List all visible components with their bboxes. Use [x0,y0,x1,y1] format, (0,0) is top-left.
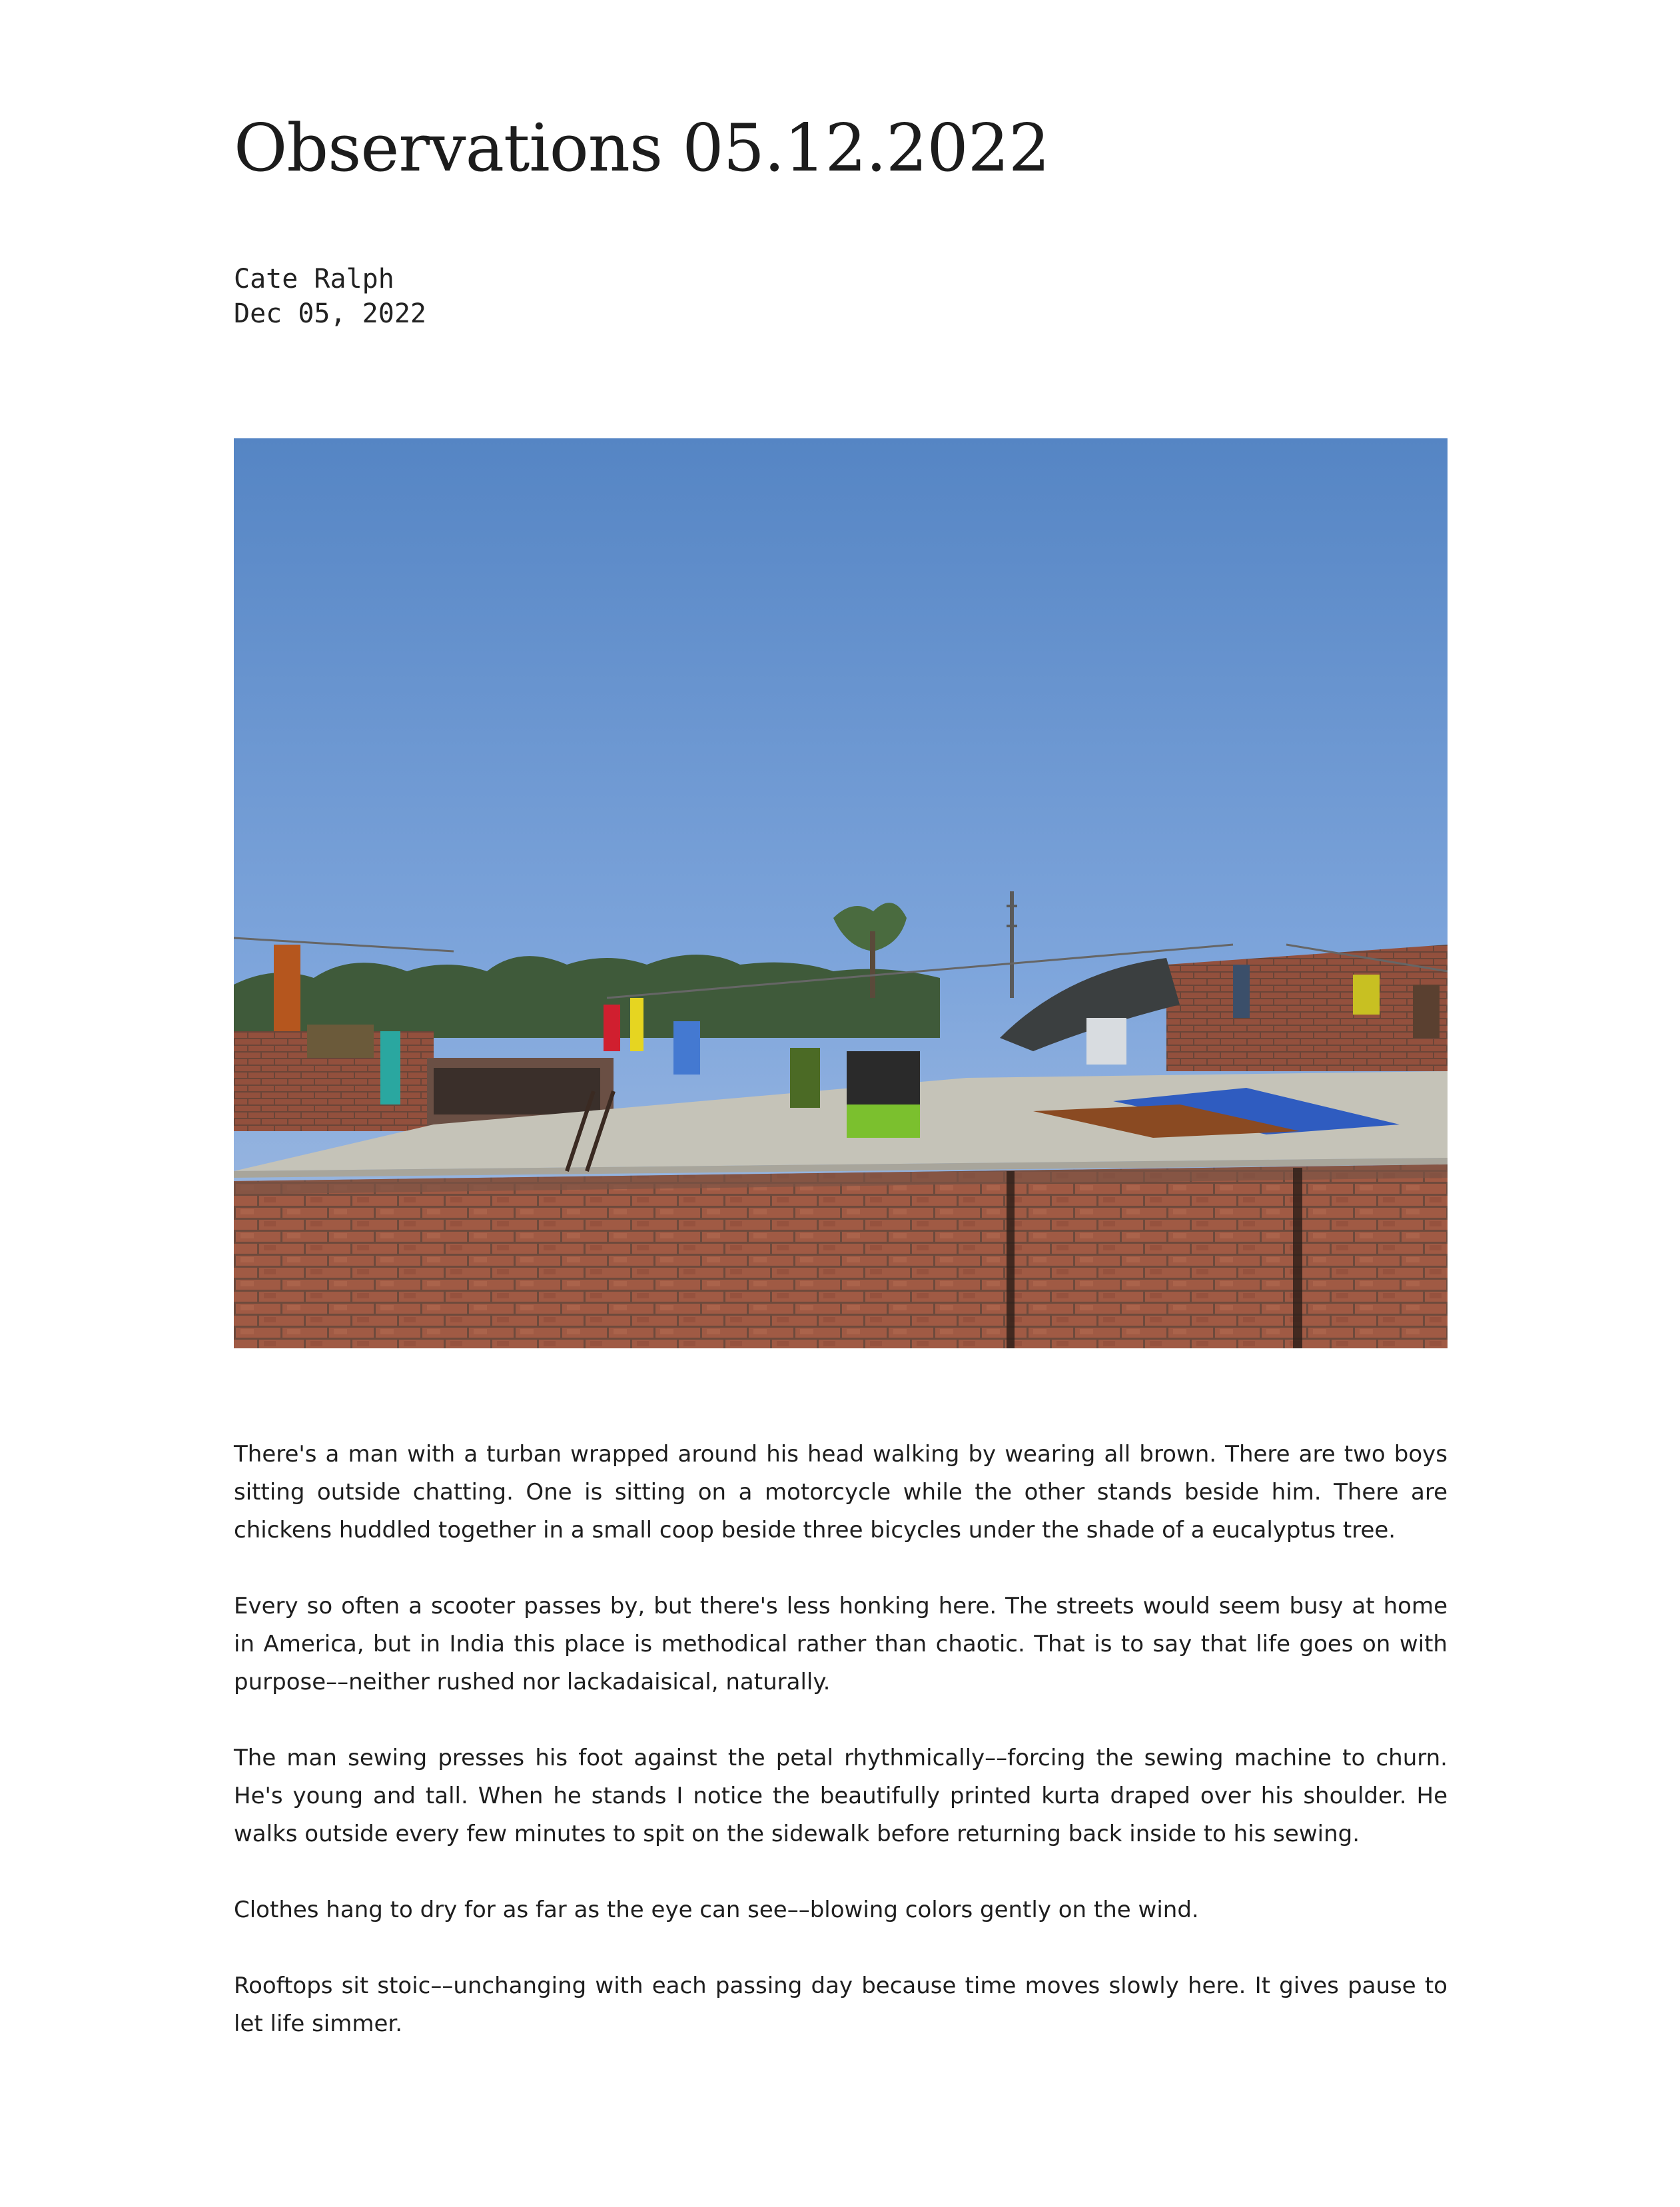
paragraph: Rooftops sit stoic––unchanging with each passing day because time moves slowly here. It gives pause to let life simmer. [234,1973,1448,2037]
publish-date: Dec 05, 2022 [234,298,426,329]
author-name: Cate Ralph [234,264,394,294]
article-body [234,1436,1448,2081]
paragraph: The man sewing presses his foot against the petal rhythmically––forcing the sewing machine to churn. He's young and tall. When he stands I notice the beautifully printed kurta draped over his shoulder. He walks outside every few minutes to spit on the sidewalk before returning back inside to his sewing. [234,1745,1448,1847]
article-meta [234,262,426,331]
rooftop-photo [234,438,1448,1348]
page-title: Observations 05.12.2022 [234,111,1050,187]
paragraph: Clothes hang to dry for as far as the eye can see––blowing colors gently on the wind. [234,1897,1199,1923]
paragraph: There's a man with a turban wrapped around his head walking by wearing all brown. There are two boys sitting outside chatting. One is sitting on a motorcycle while the other stands beside him. There are chickens huddled together in a small coop beside three bicycles under the shade of a eucalyptus tree. [234,1441,1448,1544]
paragraph: Every so often a scooter passes by, but there's less honking here. The streets would seem busy at home in America, but in India this place is methodical rather than chaotic. That is to say that life goes on with purpose––neither rushed nor lackadaisical, naturally. [234,1593,1448,1695]
